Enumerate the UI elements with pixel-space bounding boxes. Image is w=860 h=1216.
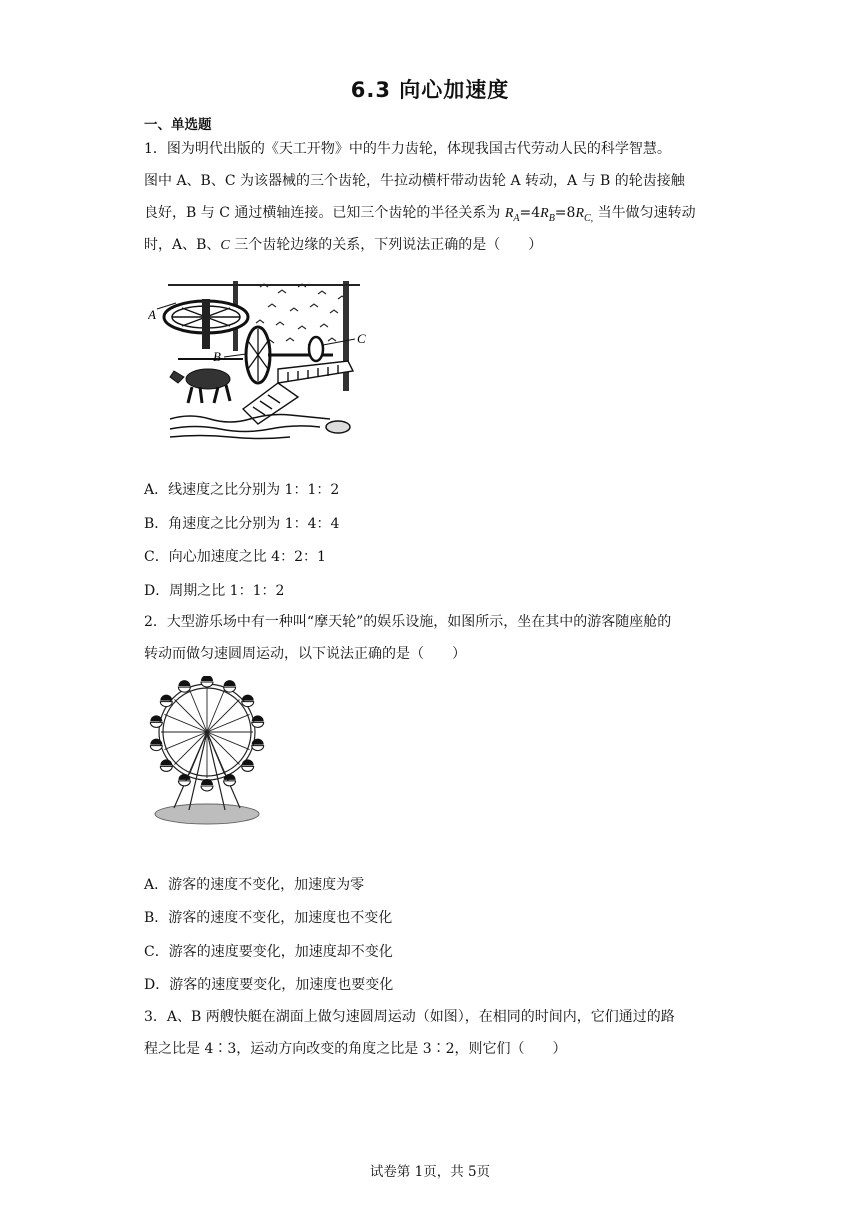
q2-option-c: C．游客的速度要变化，加速度却不变化 [144,944,393,960]
ox-gear-illustration [148,279,370,444]
spoke [207,700,240,733]
gondola [160,695,172,707]
gondola [242,759,254,771]
gondola [201,676,213,687]
gondola [224,774,236,786]
wheel-base [155,804,259,824]
ferris-wheel-illustration [144,676,278,831]
gear-c [309,337,323,361]
q1-option-a: A．线速度之比分别为 1：1：2 [144,482,340,498]
q1-line-3 [144,197,724,229]
gondola [242,695,254,707]
q1-option-c: C．向心加速度之比 4：2：1 [144,549,326,565]
wheel-spokes [161,686,253,778]
q3-line-2: 程之比是 4∶3，运动方向改变的角度之比是 3∶2，则它们（ ） [144,1041,567,1057]
question-3-stem [144,1001,724,1065]
q2-line-1: 2．大型游乐场中有一种叫“摩天轮”的娱乐设施，如图所示，坐在其中的游客随座舱的 [144,614,672,630]
page-title: 6.3 向心加速度 [350,78,510,102]
q3-line-1: 3．A、B 两艘快艇在湖面上做匀速圆周运动（如图），在相同的时间内，它们通过的路 [144,1009,675,1025]
gondola [178,680,190,692]
gear-b [246,327,270,383]
gondola [224,680,236,692]
q1-option-b: B．角速度之比分别为 1：4：4 [144,516,340,532]
q1-line-3-tail: 当牛做匀速转动 [593,205,696,221]
gondola [252,739,264,751]
q1-c-italic: C [220,238,230,253]
label-c: C [357,331,366,346]
q2-option-d: D．游客的速度要变化，加速度也要变化 [144,977,394,993]
q2-option-b: B．游客的速度不变化，加速度也不变化 [144,910,393,926]
question-1-stem [144,133,724,261]
gondola [201,779,213,791]
radius-formula: $R_A=4R_B=8R_{C,}$ [504,205,594,224]
page-footer: 试卷第 1页，共 5页 [369,1164,491,1180]
section-heading: 一、单选题 [144,117,212,133]
q2-option-a: A．游客的速度不变化，加速度为零 [144,877,365,893]
label-a: A [148,307,156,322]
gondola [160,759,172,771]
label-b: B [213,349,221,364]
question-2-stem [144,606,724,670]
q1-line-4: 时，A、B、C 三个齿轮边缘的关系，下列说法正确的是（ ） [144,237,543,253]
spoke [207,732,240,765]
q2-line-2: 转动而做匀速圆周运动，以下说法正确的是（ ） [144,646,466,662]
spoke [175,700,208,733]
q1-line-2: 图中 A、B、C 为该器械的三个齿轮，牛拉动横杆带动齿轮 A 转动，A 与 B 的轮齿接触 [144,173,685,189]
q1-option-d: D．周期之比 1：1：2 [144,583,285,599]
right-post [343,281,349,391]
q1-line-1: 1．图为明代出版的《天工开物》中的牛力齿轮，体现我国古代劳动人民的科学智慧。 [144,141,671,157]
q1-line-3-text: 良好，B 与 C 通过横轴连接。已知三个齿轮的半径关系为 [144,205,505,221]
gondola [178,774,190,786]
spoke [175,732,208,765]
